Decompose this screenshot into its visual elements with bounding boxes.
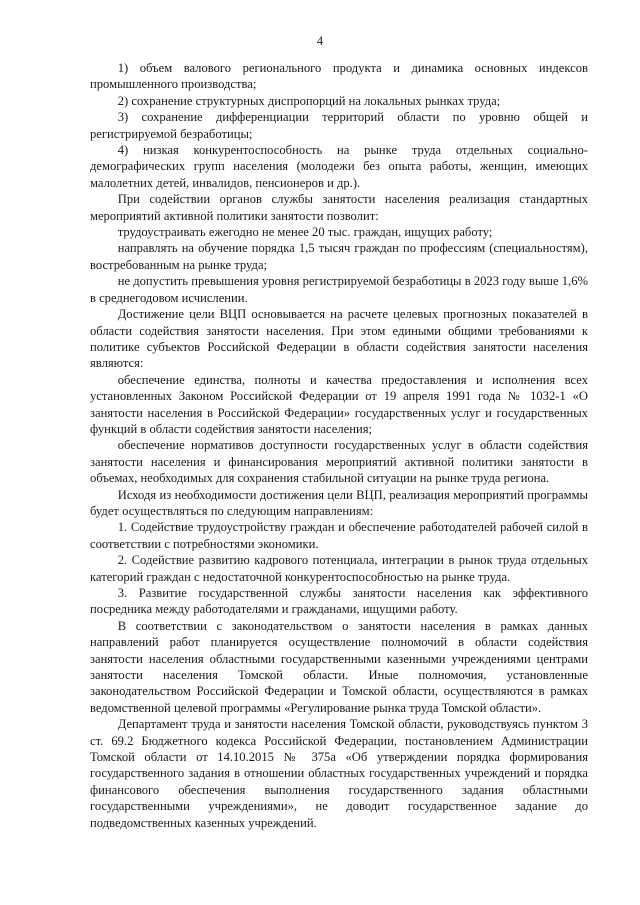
document-body	[90, 60, 588, 831]
paragraph-factor-3: 3) сохранение дифференциации территорий области по уровню общей и регистрируемой безработицы;	[90, 110, 588, 141]
paragraph-goal-achievement: Достижение цели ВЦП основывается на расчете целевых прогнозных показателей в области содействия занятости населения. При этом едиными общими требованиями к политике субъектов Российской Федерации в области содействия занятости населения являются:	[90, 307, 588, 371]
paragraph-direction-1: 1. Содействие трудоустройству граждан и обеспечение работодателей рабочей силой в соответствии с потребностями экономики.	[90, 520, 588, 551]
paragraph-measure-training: направлять на обучение порядка 1,5 тысяч граждан по профессиям (специальностям), востребованным на рынке труда;	[90, 241, 588, 272]
paragraph-measures-intro: При содействии органов службы занятости населения реализация стандартных мероприятий активной политики занятости позволит:	[90, 192, 588, 223]
paragraph-legislation: В соответствии с законодательством о занятости населения в рамках данных направлений работ планируется осуществление полномочий в области содействия занятости населения областными государственными казенными учреждениями центрами занятости населения Томской области. Иные полномочия, установленные законодательством Российской Федерации и Томской области, осуществляются в рамках ведомственной целевой программы «Регулирование рынка труда Томской области».	[90, 618, 588, 715]
paragraph-factor-2: 2) сохранение структурных диспропорций на локальных рынках труда;	[117, 93, 501, 108]
paragraph-requirement-1: обеспечение единства, полноты и качества предоставления и исполнения всех установленных Законом Российской Федерации от 19 апреля 1991 года № 1032-1 «О занятости населения в Российской Федерации» государственных услуг и государственных функций в области содействия занятости населения;	[90, 372, 588, 436]
paragraph-factor-1: 1) объем валового регионального продукта и динамика основных индексов промышленного производства;	[90, 61, 588, 92]
paragraph-measure-employment: трудоустраивать ежегодно не менее 20 тыс. граждан, ищущих работу;	[117, 225, 493, 240]
paragraph-directions-intro: Исходя из необходимости достижения цели ВЦП, реализация мероприятий программы будет осуществляться по следующим направлениям:	[90, 487, 588, 518]
paragraph-direction-3: 3. Развитие государственной службы занятости населения как эффективного посредника между работодателями и гражданами, ищущими работу.	[90, 586, 588, 617]
page-number: 4	[316, 34, 324, 48]
paragraph-requirement-2: обеспечение нормативов доступности государственных услуг в области содействия занятости населения и финансирования мероприятий активной политики занятости в объемах, необходимых для сохранения стабильной ситуации на рынке труда региона.	[90, 438, 588, 486]
paragraph-measure-unemployment: не допустить превышения уровня регистрируемой безработицы в 2023 году выше 1,6% в среднегодовом исчислении.	[90, 274, 588, 305]
paragraph-direction-2: 2. Содействие развитию кадрового потенциала, интеграции в рынок труда отдельных категорий граждан с недостаточной конкурентоспособностью на рынке труда.	[90, 553, 588, 584]
paragraph-department: Департамент труда и занятости населения Томской области, руководствуясь пунктом 3 ст. 69.2 Бюджетного кодекса Российской Федерации, постановлением Администрации Томской области от 14.10.2015 № 375а «Об утверждении порядка формирования государственного задания в отношении областных государственных учреждений и порядка финансового обеспечения выполнения государственного задания областными государственными учреждениями», не доводит государственное задание до подведомственных казенных учреждений.	[90, 717, 588, 830]
paragraph-factor-4: 4) низкая конкурентоспособность на рынке труда отдельных социально-демографических групп населения (молодежи без опыта работы, женщин, имеющих малолетних детей, инвалидов, пенсионеров и др.).	[90, 143, 588, 190]
